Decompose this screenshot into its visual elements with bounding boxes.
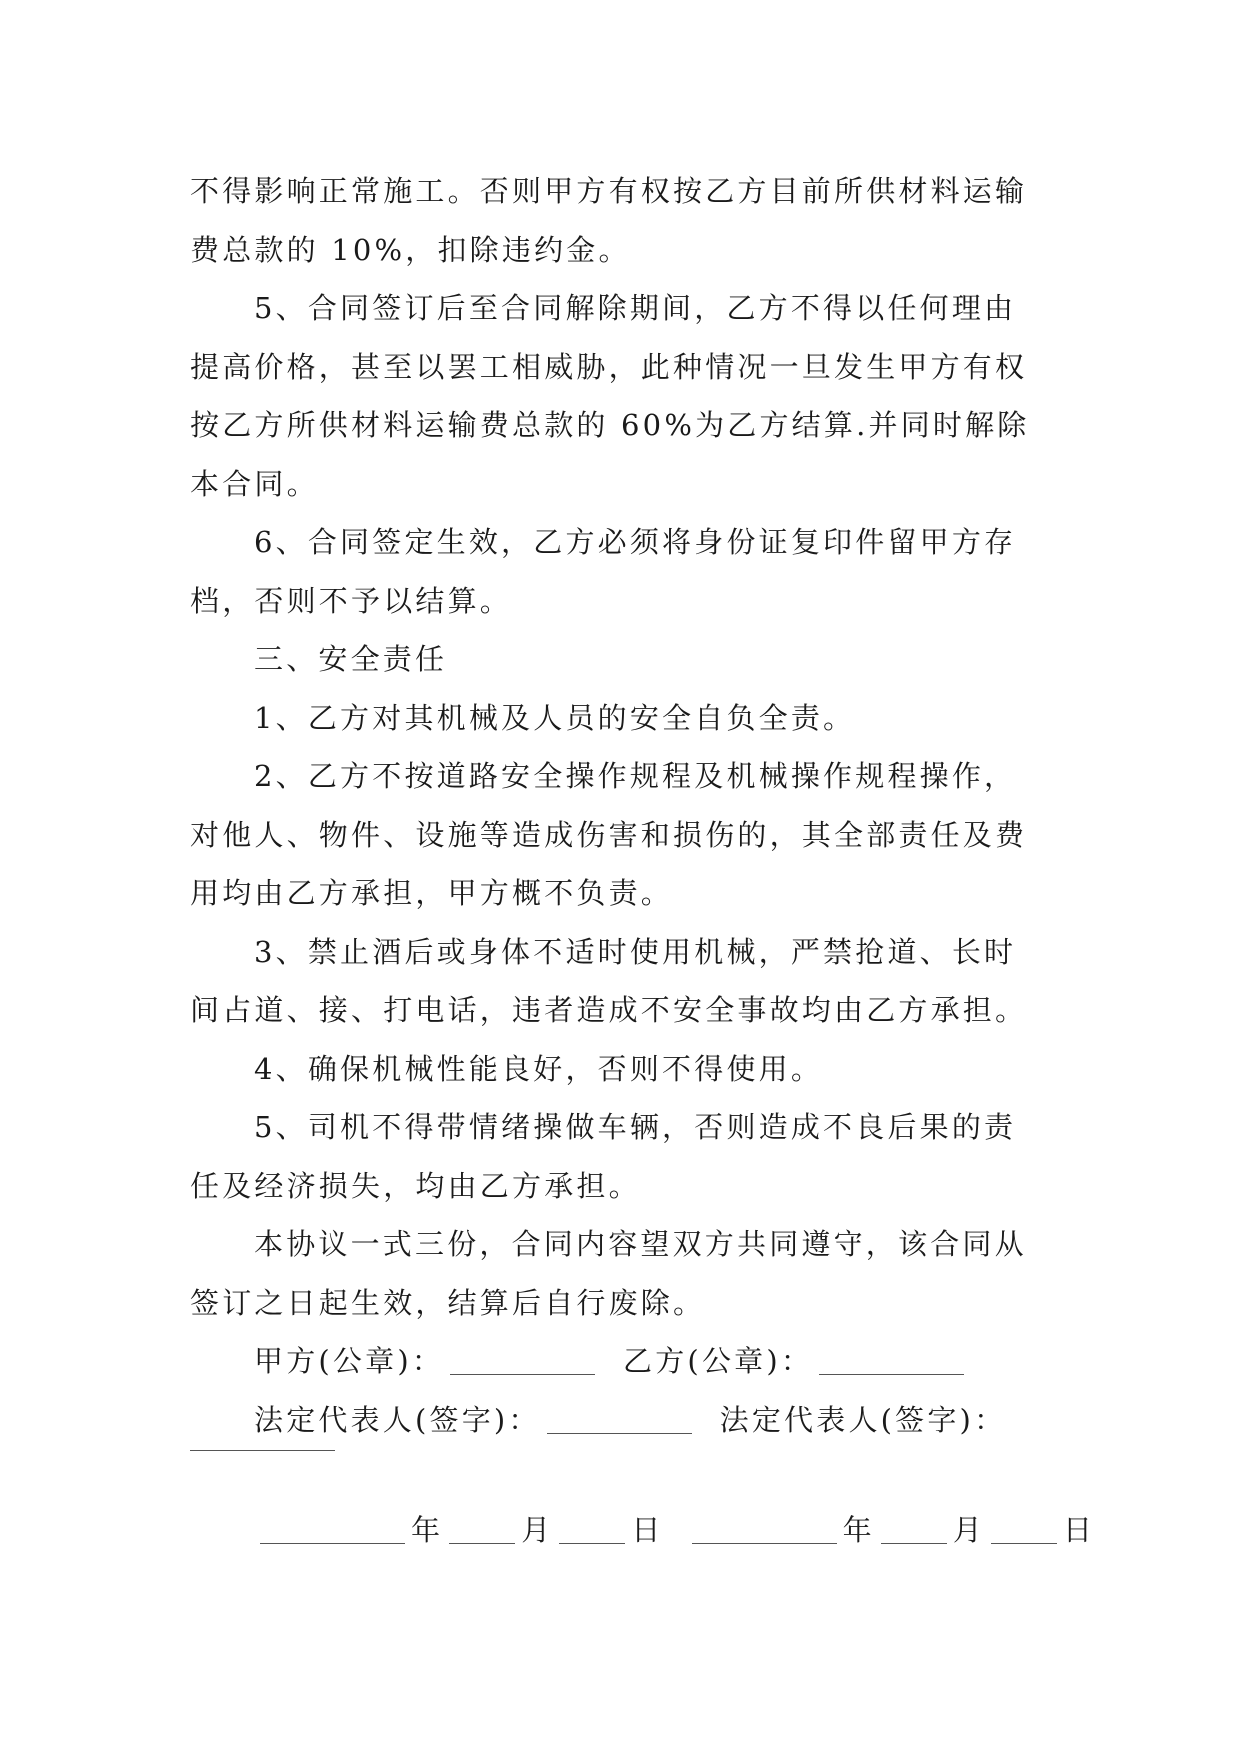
paragraph-line: 费总款的 10%，扣除违约金。 bbox=[190, 232, 631, 267]
date-a-year-label: 年 bbox=[411, 1513, 444, 1547]
paragraph-line: 三、安全责任 bbox=[254, 642, 448, 676]
date-b-day-label: 日 bbox=[1063, 1513, 1096, 1547]
paragraph-line: 用均由乙方承担，甲方概不负责。 bbox=[190, 876, 674, 910]
paragraph-line: 提高价格，甚至以罢工相威胁，此种情况一旦发生甲方有权 bbox=[190, 349, 1028, 384]
paragraph-line: 间占道、接、打电话，违者造成不安全事故均由乙方承担。 bbox=[190, 993, 1028, 1027]
paragraph-line: 1、乙方对其机械及人员的安全自负全责。 bbox=[254, 700, 856, 735]
paragraph-line: 5、合同签订后至合同解除期间，乙方不得以任何理由 bbox=[254, 291, 1017, 325]
paragraph-list bbox=[190, 162, 1070, 1332]
party-a-seal-label: 甲方(公章)： bbox=[254, 1344, 445, 1378]
date-a-year-blank bbox=[260, 1542, 405, 1544]
paragraph-line: 签订之日起生效，结算后自行废除。 bbox=[190, 1285, 706, 1320]
paragraph-line: 不得影响正常施工。否则甲方有权按乙方目前所供材料运输 bbox=[190, 174, 1028, 208]
paragraph-line: 3、禁止酒后或身体不适时使用机械，严禁抢道、长时 bbox=[254, 934, 1017, 969]
date-b-month-blank bbox=[881, 1542, 947, 1544]
date-b-year-blank bbox=[692, 1542, 837, 1544]
document-body bbox=[190, 162, 1096, 1560]
date-a-day-label: 日 bbox=[631, 1513, 664, 1547]
date-row bbox=[190, 1501, 1096, 1560]
paragraph-line: 6、合同签定生效，乙方必须将身份证复印件留甲方存 bbox=[254, 525, 1017, 559]
date-a-month-label: 月 bbox=[521, 1513, 554, 1547]
legal-rep-a-label: 法定代表人(签字)： bbox=[254, 1402, 541, 1437]
paragraph-line: 2、乙方不按道路安全操作规程及机械操作规程操作， bbox=[254, 759, 1017, 793]
paragraph-line: 本协议一式三份，合同内容望双方共同遵守，该合同从 bbox=[254, 1227, 1027, 1261]
date-b-year-label: 年 bbox=[842, 1513, 875, 1547]
party-b-seal-blank bbox=[819, 1373, 964, 1375]
date-a-month-blank bbox=[449, 1542, 515, 1544]
paragraph-line: 本合同。 bbox=[190, 466, 319, 501]
date-a-day-blank bbox=[559, 1542, 625, 1544]
paragraph-line: 任及经济损失，均由乙方承担。 bbox=[190, 1168, 641, 1203]
seal-row bbox=[190, 1332, 1070, 1391]
legal-rep-a-blank bbox=[547, 1432, 692, 1434]
legal-rep-b-blank bbox=[190, 1449, 335, 1451]
date-b-month-label: 月 bbox=[952, 1513, 986, 1547]
paragraph-line: 4、确保机械性能良好，否则不得使用。 bbox=[254, 1051, 824, 1086]
paragraph-line: 对他人、物件、设施等造成伤害和损伤的，其全部责任及费 bbox=[190, 817, 1028, 852]
party-b-seal-label: 乙方(公章)： bbox=[623, 1344, 814, 1378]
paragraph-line: 5、司机不得带情绪操做车辆，否则造成不良后果的责 bbox=[254, 1110, 1017, 1144]
date-b-day-blank bbox=[991, 1542, 1057, 1544]
paragraph-line: 按乙方所供材料运输费总款的 60%为乙方结算.并同时解除 bbox=[190, 408, 1030, 442]
party-a-seal-blank bbox=[450, 1373, 595, 1375]
paragraph-line: 档，否则不予以结算。 bbox=[190, 583, 513, 618]
legal-rep-b-label: 法定代表人(签字)： bbox=[719, 1402, 1007, 1437]
legal-rep-row bbox=[190, 1391, 1070, 1450]
